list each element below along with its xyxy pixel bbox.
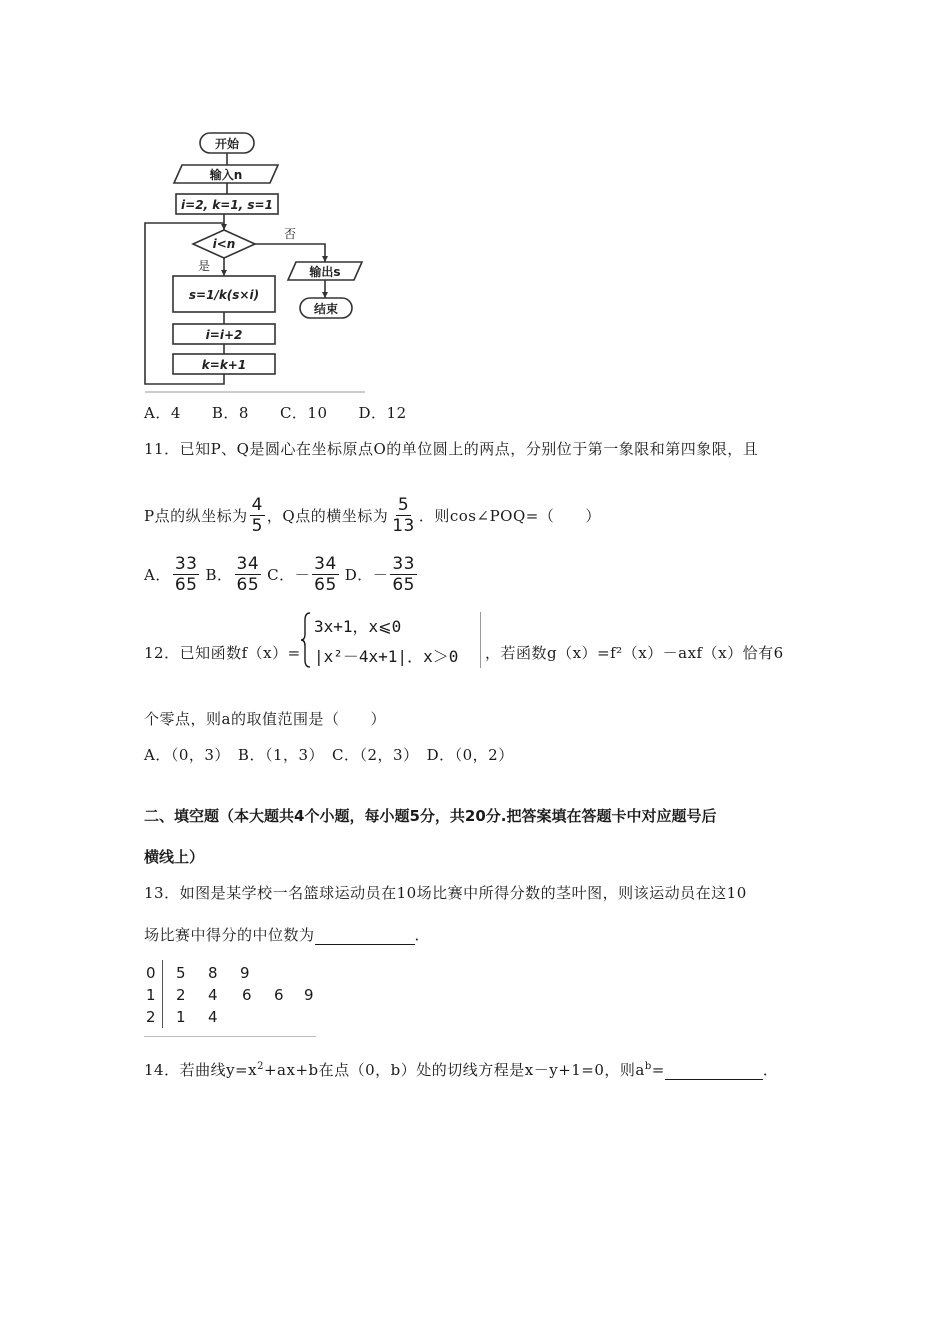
q13-line2 [144, 924, 430, 945]
flowchart-output-text: 输出s [309, 265, 341, 279]
flowchart-no-label: 否 [283, 227, 297, 241]
stem-value: 2 [146, 1008, 156, 1026]
q12-line2: 个零点，则a的取值范围是（ ） [144, 710, 386, 728]
q11-line1: 11．已知P、Q是圆心在坐标原点O的单位圆上的两点，分别位于第一象限和第四象限，且 [144, 440, 759, 458]
q13-line2-text: 场比赛中得分的中位数为 [144, 926, 315, 944]
leaf-value: 9 [304, 986, 314, 1004]
q14-sup1: 2 [257, 1061, 264, 1072]
q11-option-b-den: 65 [236, 575, 260, 595]
q11-option-b-label: B． [205, 566, 233, 584]
q11-option-d [345, 554, 419, 595]
q11-line2-b: ，Q点的横坐标为 [266, 507, 389, 525]
q13-line2-end: ． [414, 926, 431, 944]
q11-frac1-den: 5 [251, 516, 263, 536]
stem-leaf-plot [144, 960, 316, 1038]
q14-line [144, 1059, 778, 1080]
q12-prefix: 12．已知函数f（x）= [144, 644, 301, 662]
section2-heading-line2: 横线上） [144, 848, 205, 866]
q10-options: A．4 B．8 C．10 D．12 [144, 404, 407, 422]
q11-frac1-num: 4 [251, 495, 263, 515]
flowchart-step-k-text: k=k+1 [201, 358, 247, 372]
q13-answer-blank[interactable] [315, 929, 415, 945]
section2-heading-line1: 二、填空题（本大题共4个小题，每小题5分，共20分.把答案填在答题卡中对应题号后 [144, 807, 717, 825]
flowchart-step-i-text: i=i+2 [205, 328, 243, 342]
q11-line2 [144, 495, 601, 536]
q11-option-c-frac [312, 554, 339, 595]
leaf-value: 6 [274, 986, 284, 1004]
q11-option-a-label: A． [144, 566, 171, 584]
q11-line2-c: ．则cos∠POQ=（ ） [418, 507, 601, 525]
q12-piece2: |x²－4x+1|．x＞0 [314, 647, 459, 666]
leaf-value: 2 [176, 986, 186, 1004]
q11-option-c-label: C．－ [267, 566, 311, 584]
stem-leaf-divider [162, 960, 163, 1028]
q11-option-d-num: 33 [392, 554, 415, 574]
q11-line2-a: P点的纵坐标为 [144, 507, 248, 525]
q11-option-c-den: 65 [314, 575, 337, 595]
flowchart-init-text: i=2, k=1, s=1 [181, 198, 273, 212]
q14-end: ． [762, 1061, 779, 1079]
flowchart-start-text: 开始 [214, 137, 240, 151]
q13-line1: 13．如图是某学校一名篮球运动员在10场比赛中所得分数的茎叶图，则该运动员在这10 [144, 884, 747, 902]
q14-sup2: b [644, 1061, 652, 1072]
q12-suffix: ，若函数g（x）=f²（x）－axf（x）恰有6 [485, 644, 784, 662]
flowchart [140, 128, 380, 398]
q11-option-c [267, 554, 341, 595]
q11-frac2-den: 13 [392, 516, 415, 536]
q11-option-a-frac [173, 554, 200, 595]
q11-option-b [205, 554, 263, 595]
stem-value: 0 [146, 964, 156, 982]
q14-mid: +ax+b在点（0，b）处的切线方程是x－y+1=0，则a [263, 1061, 645, 1079]
leaf-value: 5 [176, 964, 186, 982]
flowchart-end-text: 结束 [313, 302, 339, 316]
leaf-value: 1 [176, 1008, 186, 1026]
q11-option-a-num: 33 [174, 554, 198, 574]
q11-option-d-den: 65 [392, 575, 415, 595]
flowchart-yes-label: 是 [197, 259, 211, 273]
q11-option-b-num: 34 [236, 554, 260, 574]
stem-value: 1 [146, 986, 156, 1004]
left-brace-icon [300, 612, 312, 668]
q11-frac2-num: 5 [397, 495, 410, 515]
q11-option-a-den: 65 [174, 575, 198, 595]
leaf-value: 8 [208, 964, 218, 982]
q12-piece1: 3x+1，x⩽0 [314, 617, 402, 636]
q12-options: A．（0，3） B．（1，3） C．（2，3） D．（0，2） [144, 746, 514, 764]
q11-option-b-frac [235, 554, 262, 595]
q14-eq: = [651, 1061, 665, 1079]
q14-prefix: 14．若曲线y=x [144, 1061, 258, 1079]
q11-option-c-num: 34 [314, 554, 337, 574]
flowchart-condition-text: i<n [212, 237, 236, 251]
leaf-value: 4 [208, 986, 218, 1004]
q11-option-d-frac [390, 554, 417, 595]
flowchart-input-text: 输入n [209, 168, 243, 182]
q11-option-a [144, 554, 201, 595]
leaf-value: 9 [240, 964, 250, 982]
flowchart-no-line [255, 244, 325, 262]
q11-fraction-2 [390, 495, 417, 536]
stem-leaf-bottom-line [144, 1036, 316, 1037]
q14-answer-blank[interactable] [665, 1064, 763, 1080]
leaf-value: 6 [242, 986, 252, 1004]
leaf-value: 4 [208, 1008, 218, 1026]
q12-piece-divider [480, 612, 481, 668]
q11-fraction-1 [250, 495, 265, 536]
flowchart-step-s-text: s=1/k(s×i) [188, 288, 260, 302]
q11-option-d-label: D．－ [344, 566, 389, 584]
q11-options [144, 554, 423, 595]
